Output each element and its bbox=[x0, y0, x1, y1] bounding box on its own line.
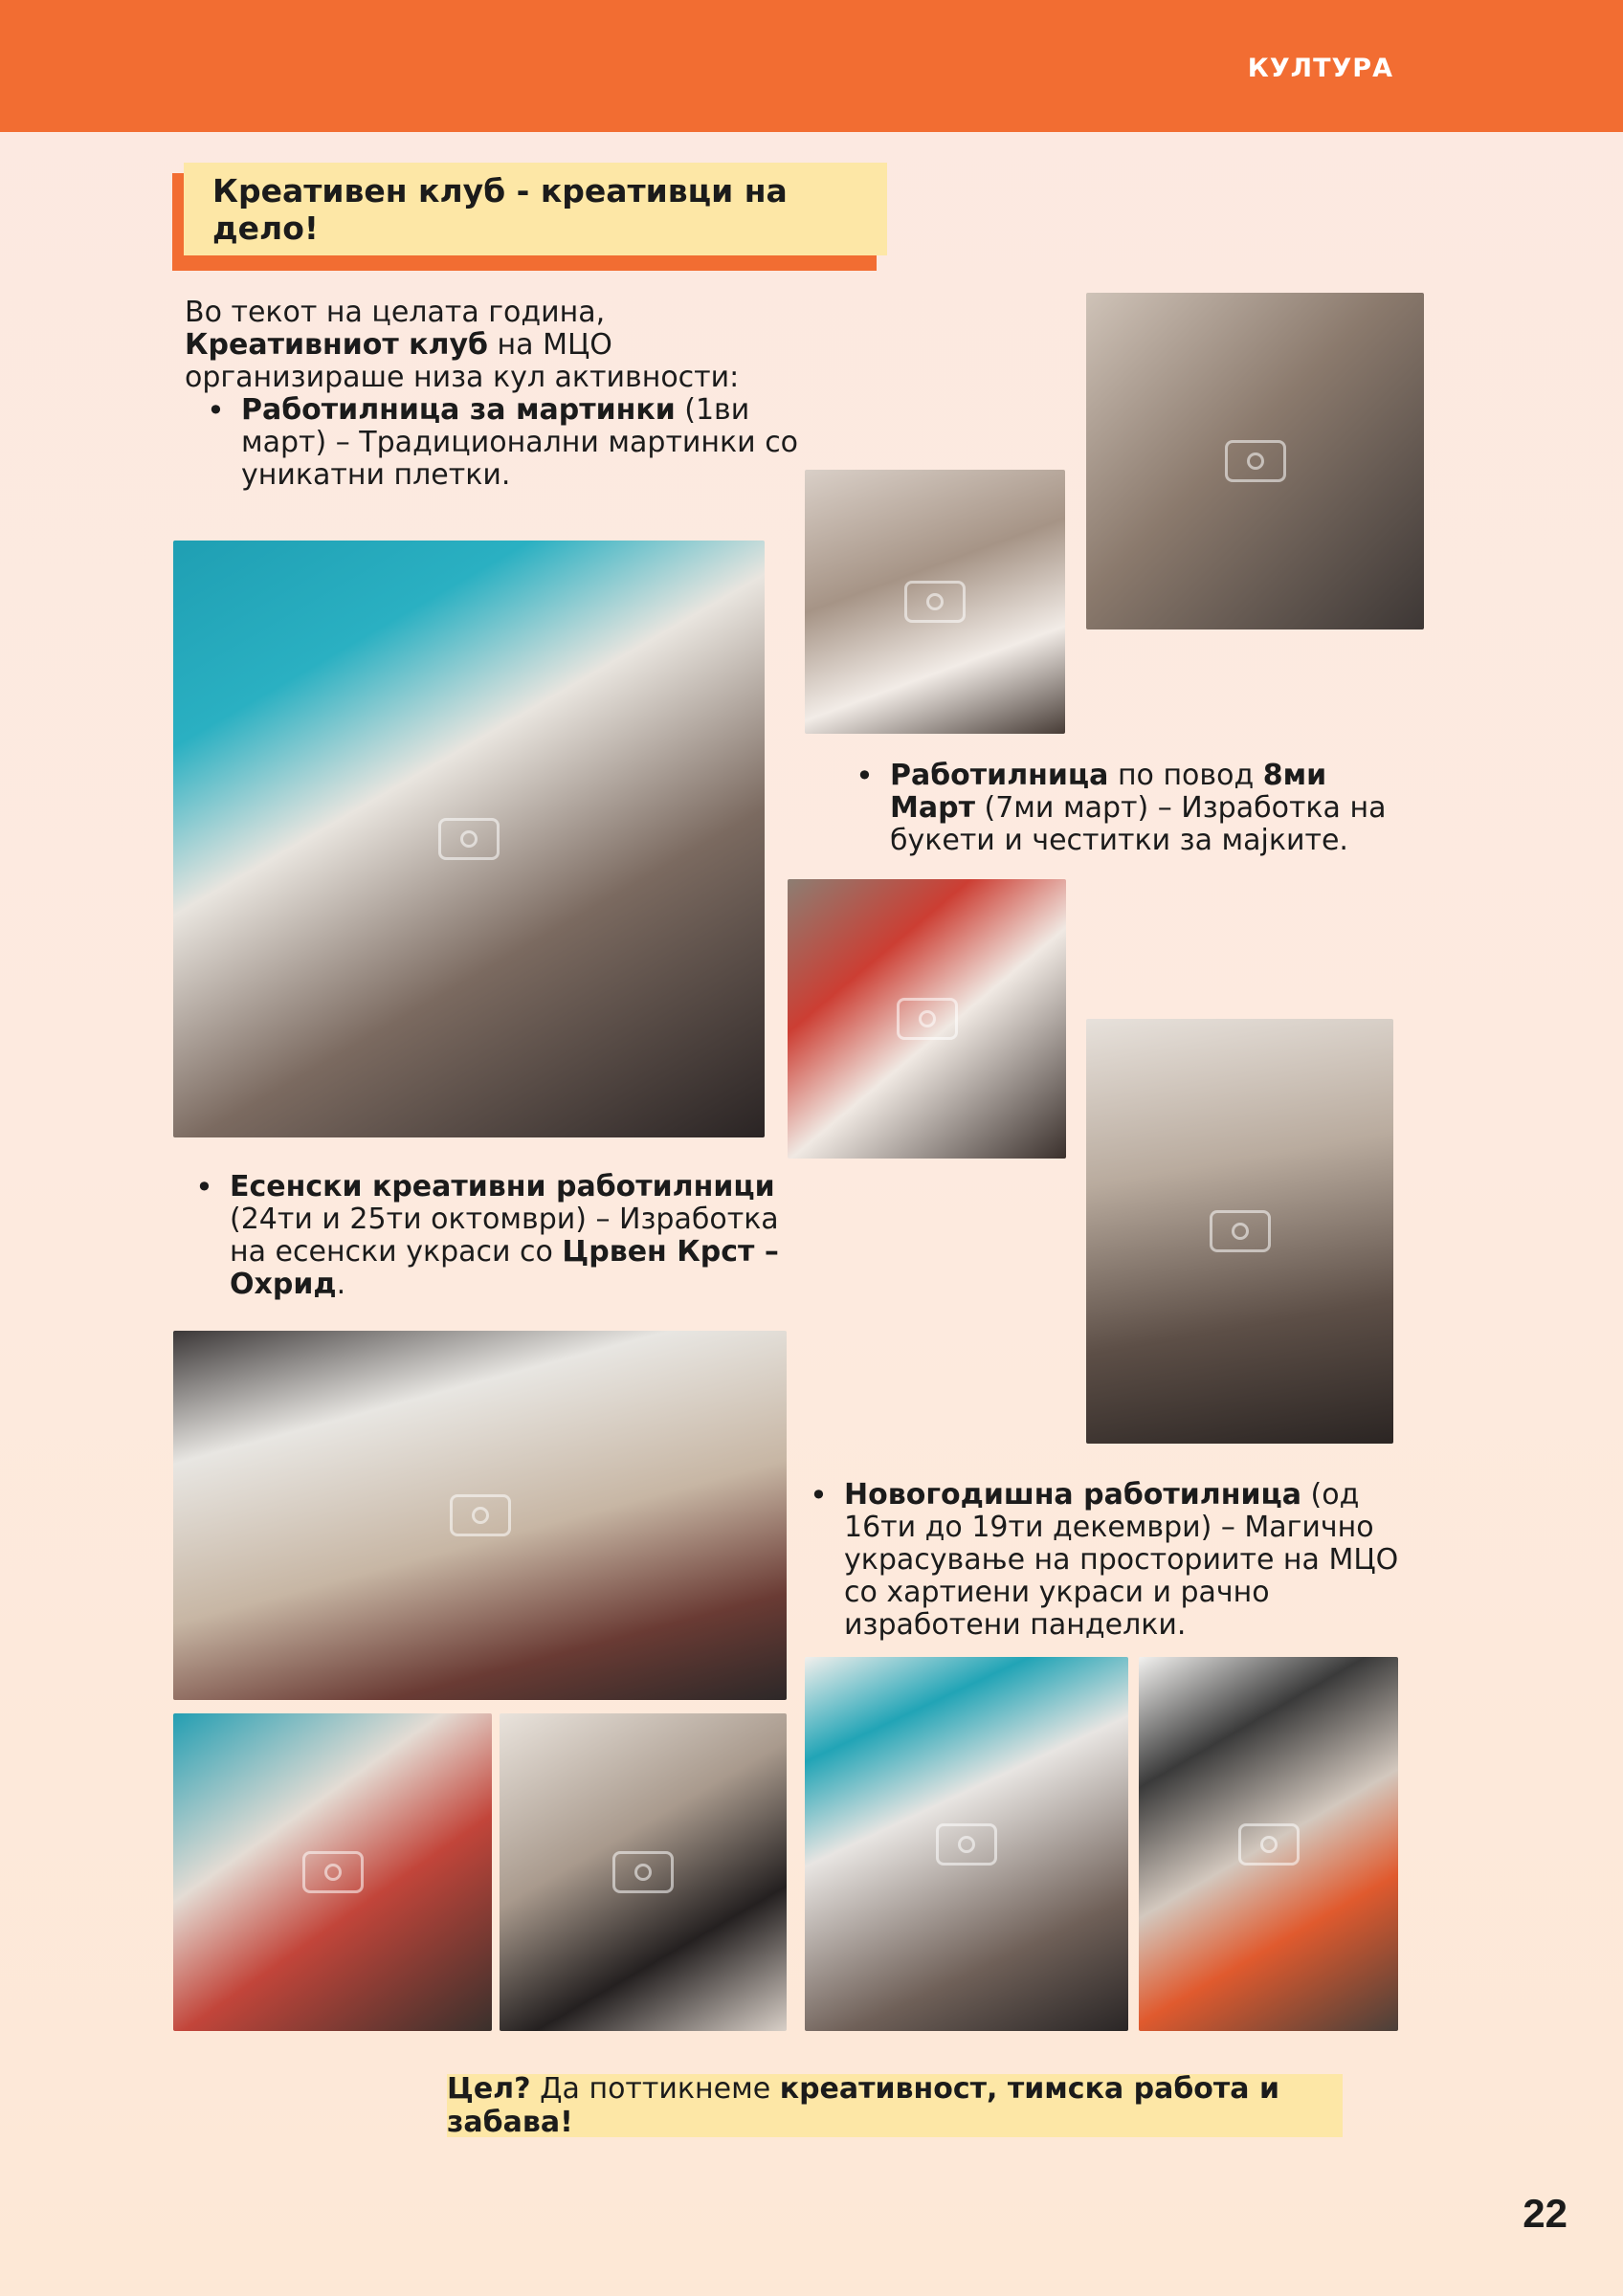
goal-bold: креативност, тимска работа и забава! bbox=[447, 2072, 1280, 2139]
bullet-8-mart-title: Работилница bbox=[890, 759, 1109, 792]
photo-red-cross-volunteer bbox=[173, 1713, 492, 2031]
bullet-martinki-title: Работилница за мартинки bbox=[241, 393, 676, 427]
bullet-autumn-text-2: . bbox=[336, 1268, 346, 1301]
bullet-8-mart-bold: 8ми Март bbox=[890, 759, 1327, 825]
photo-icon bbox=[438, 818, 500, 860]
bullet-autumn-text-1: (24ти и 25ти октомври) – Изработка на есенски украси со bbox=[230, 1203, 779, 1269]
goal-label: Цел? bbox=[447, 2072, 531, 2106]
header-bar bbox=[0, 0, 1623, 132]
intro-block bbox=[185, 297, 816, 492]
bullet-list-4 bbox=[806, 1479, 1399, 1642]
intro-bold: Креативниот клуб bbox=[185, 328, 489, 362]
photo-icon bbox=[302, 1851, 364, 1893]
intro-text-1: Во текот на целата година, bbox=[185, 296, 606, 329]
bullet-new-year-text: (од 16ти до 19ти декември) – Магично украсување на просториите на МЦО со хартиени украси и рачно изработени панделки. bbox=[844, 1478, 1399, 1642]
photo-painting bbox=[1139, 1657, 1398, 2031]
page-title-text: Креативен клуб - креативци на дело! bbox=[212, 171, 788, 247]
bullet-list-3 bbox=[191, 1171, 804, 1301]
photo-icon bbox=[612, 1851, 674, 1893]
bullet-martinki-text: (1ви март) – Традиционални мартинки со уникатни плетки. bbox=[241, 393, 799, 492]
goal-banner bbox=[447, 2074, 1343, 2137]
bullet-list-2 bbox=[852, 760, 1416, 857]
photo-drawing bbox=[500, 1713, 787, 2031]
bullet-list-1 bbox=[203, 394, 816, 492]
photo-long-table bbox=[1086, 1019, 1393, 1444]
photo-workshop-room bbox=[173, 541, 765, 1137]
bullet-8-mart bbox=[852, 760, 1416, 857]
photo-icon bbox=[904, 581, 966, 623]
photo-icon bbox=[1238, 1823, 1300, 1866]
goal-text: Да поттикнеме bbox=[530, 2072, 780, 2106]
bullet-autumn-bold: Црвен Крст – Охрид bbox=[230, 1235, 779, 1301]
photo-icon bbox=[450, 1494, 511, 1536]
intro-text-2: на МЦО организираше низа кул активности: bbox=[185, 328, 740, 394]
photo-paper-flower bbox=[788, 879, 1066, 1159]
bullet-8-mart-text-1: по повод bbox=[1108, 759, 1263, 792]
bullet-autumn bbox=[191, 1171, 804, 1301]
photo-martinki-closeup bbox=[805, 470, 1065, 734]
page-number: 22 bbox=[1523, 2191, 1567, 2236]
bullet-new-year bbox=[806, 1479, 1399, 1642]
photo-red-cross-workshop bbox=[173, 1331, 787, 1700]
photo-martinki-group bbox=[1086, 293, 1424, 629]
bullet-new-year-title: Новогодишна работилница bbox=[844, 1478, 1302, 1512]
photo-icon bbox=[936, 1823, 997, 1866]
photo-new-year-room bbox=[805, 1657, 1128, 2031]
bullet-8-mart-text-2: (7ми март) – Изработка на букети и честитки за мајките. bbox=[890, 791, 1387, 857]
photo-icon bbox=[897, 998, 958, 1040]
photo-icon bbox=[1210, 1210, 1271, 1252]
page-title bbox=[184, 163, 887, 255]
bullet-block-4 bbox=[806, 1479, 1399, 1642]
bullet-autumn-title: Есенски креативни работилници bbox=[230, 1170, 775, 1203]
section-label: КУЛТУРА bbox=[1247, 54, 1393, 83]
bullet-block-2 bbox=[852, 760, 1416, 857]
bullet-block-3 bbox=[191, 1171, 804, 1301]
bullet-martinki bbox=[203, 394, 816, 492]
photo-icon bbox=[1225, 440, 1286, 482]
